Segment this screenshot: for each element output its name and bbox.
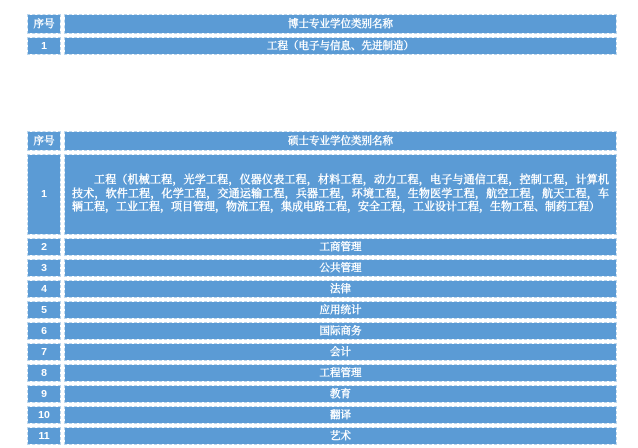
table-row [27, 301, 617, 319]
doctoral-header-no: 序号 [27, 14, 61, 34]
doctoral-degree-table [24, 11, 620, 58]
table-row [27, 427, 617, 445]
header-row [27, 14, 617, 34]
row-number-cell: 11 [27, 427, 61, 445]
row-number-cell: 1 [27, 37, 61, 55]
degree-category-cell: 教育 [64, 385, 617, 403]
header-row [27, 131, 617, 151]
row-number-cell: 1 [27, 154, 61, 235]
degree-category-cell: 国际商务 [64, 322, 617, 340]
master-header-no: 序号 [27, 131, 61, 151]
doctoral-header-name: 博士专业学位类别名称 [64, 14, 617, 34]
master-table-header [27, 131, 617, 151]
table-row [27, 343, 617, 361]
master-table-body [27, 154, 617, 445]
row-number-cell: 2 [27, 238, 61, 256]
row-number-cell: 9 [27, 385, 61, 403]
row-number-cell: 4 [27, 280, 61, 298]
table-row [27, 37, 617, 55]
table-row [27, 385, 617, 403]
row-number-cell: 10 [27, 406, 61, 424]
table-row [27, 154, 617, 235]
table-row [27, 322, 617, 340]
degree-category-cell: 工商管理 [64, 238, 617, 256]
row-number-cell: 3 [27, 259, 61, 277]
master-header-name: 硕士专业学位类别名称 [64, 131, 617, 151]
degree-category-cell: 艺术 [64, 427, 617, 445]
degree-category-cell: 法律 [64, 280, 617, 298]
table-row [27, 259, 617, 277]
degree-category-cell: 应用统计 [64, 301, 617, 319]
table-row [27, 364, 617, 382]
degree-category-cell: 会计 [64, 343, 617, 361]
table-row [27, 280, 617, 298]
degree-category-cell: 公共管理 [64, 259, 617, 277]
row-number-cell: 6 [27, 322, 61, 340]
doctoral-table-body [27, 37, 617, 55]
table-row [27, 406, 617, 424]
row-number-cell: 8 [27, 364, 61, 382]
row-number-cell: 5 [27, 301, 61, 319]
degree-category-cell: 工程管理 [64, 364, 617, 382]
master-degree-table [24, 128, 620, 448]
degree-category-cell: 工程（机械工程，光学工程，仪器仪表工程，材料工程，动力工程，电子与通信工程，控制工程，计算机技术，软件工程，化学工程，交通运输工程，兵器工程，环境工程，生物医学工程，航空工程，航天工程，车辆工程，工业工程，项目管理，物流工程，集成电路工程，安全工程，工业设计工程，生物工程、制药工程） [64, 154, 617, 235]
degree-category-cell: 工程（电子与信息、先进制造） [64, 37, 617, 55]
table-row [27, 238, 617, 256]
row-number-cell: 7 [27, 343, 61, 361]
degree-category-cell: 翻译 [64, 406, 617, 424]
doctoral-table-header [27, 14, 617, 34]
